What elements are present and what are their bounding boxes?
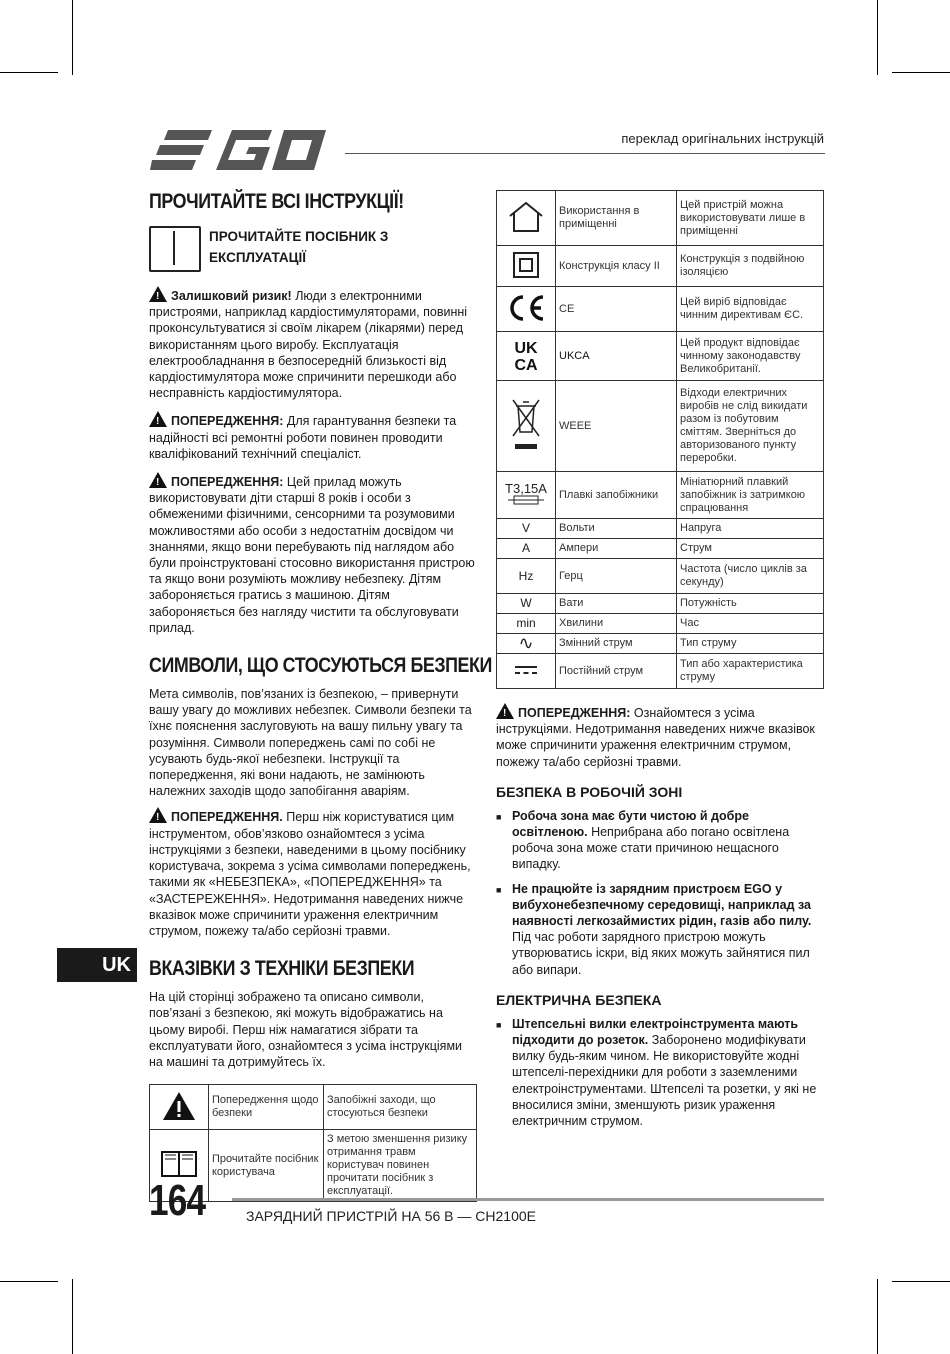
crop-mark	[892, 72, 950, 73]
dc-icon	[514, 664, 538, 676]
right-symbol-table	[496, 190, 824, 689]
page-number: 164	[149, 1176, 206, 1225]
language-tab: UK	[57, 948, 137, 982]
footer-rule	[232, 1198, 824, 1201]
list-item: ■ Штепсельні вилки електроінструмента мають підходити до розеток. Заборонено модифікувати вилку будь-яким чином. Не використовуйте жодні штепселі-перехідники для роботи з заземленими електроінструментами. Штепселі та розетки, у які не вносилися зміни, зменшують ризик ураження електричним струмом.	[496, 1016, 817, 1129]
symbol-cell	[150, 1085, 209, 1130]
fuse-rating: T3,15A	[505, 481, 547, 496]
table-cell: CE	[556, 287, 677, 332]
warning-icon	[149, 807, 167, 823]
crop-mark	[877, 0, 878, 75]
bullet-icon: ■	[496, 1019, 502, 1030]
table-cell: З метою зменшення ризику отримання травм користувач повинен прочитати посібник з експлуатації.	[324, 1130, 477, 1202]
table-row	[497, 191, 824, 246]
crop-mark	[877, 1279, 878, 1354]
children-warning: !ПОПЕРЕДЖЕННЯ: Цей прилад можуть використовувати діти старші 8 років і особи з обмеженими фізичними, сенсорними та розумовими можливостями або особи з недостатнім досвідом чи знаннями, якщо вони перебувають під наглядом або були проінструктовані стосовно використання пристрою та якщо вони розуміють можливу небезпеку. Дітям забороняється гратись з машиною. Дітям забороняється без нагляду чистити та обслуговувати прилад.	[149, 472, 477, 636]
svg-text:CA: CA	[514, 356, 538, 373]
book-icon	[149, 226, 201, 272]
heading-safety-symbols: СИМВОЛИ, ЩО СТОСУЮТЬСЯ БЕЗПЕКИ	[149, 654, 492, 678]
crop-mark	[892, 1281, 950, 1282]
table-cell: Цей продукт відповідає чинному законодавству Великобританії.	[677, 332, 824, 381]
crop-mark	[0, 72, 58, 73]
general-warning: !ПОПЕРЕДЖЕННЯ: Ознайомтеся з усіма інструкціями. Недотримання наведених нижче вказівок може спричинити ураження електричним струмом, пожежу та/або серйозні травми.	[496, 703, 824, 770]
warning-icon	[496, 703, 514, 719]
list-item: ■ Робоча зона має бути чистою й добре освітленою. Неприбрана або погано освітлена робоча зона може стати причиною нещасного випадку.	[496, 808, 790, 872]
symbol-cell	[497, 191, 556, 246]
table-cell: Цей виріб відповідає чинним директивам ЄС.	[677, 287, 824, 332]
table-row	[497, 559, 824, 594]
table-cell: Тип або характеристика струму	[677, 654, 824, 689]
table-cell: Напруга	[677, 519, 824, 539]
right-column	[496, 190, 824, 1129]
table-cell: Мініатюрний плавкий запобіжник із затримкою спрацювання	[677, 472, 824, 519]
heading-read-instructions: ПРОЧИТАЙТЕ ВСІ ІНСТРУКЦІЇ!	[149, 190, 404, 213]
table-cell: Відходи електричних виробів не слід викидати разом із побутовим сміттям. Зверніться до авторизованого пункту переробки.	[677, 381, 824, 472]
table-row	[497, 332, 824, 381]
warning-icon	[149, 286, 167, 302]
symbol-cell: Hz	[497, 559, 556, 594]
table-row	[497, 614, 824, 634]
table-cell: Час	[677, 614, 824, 634]
table-row	[497, 381, 824, 472]
house-icon	[507, 200, 545, 234]
read-manual-block	[149, 226, 477, 272]
ego-logo	[150, 128, 330, 172]
table-cell: Використання в приміщенні	[556, 191, 677, 246]
svg-text:UK: UK	[514, 339, 538, 357]
tech-intro: На цій сторінці зображено та описано символи, пов’язані з безпекою, які можуть відображатись на цьому виробі. Перш ніж намагатися зібрати та експлуатувати його, ознайомтеся з усіма інструкціями на машині та дотримуйтесь їх.	[149, 990, 463, 1069]
residual-risk-warning: !Залишковий ризик! Люди з електронними пристроями, наприклад кардіостимуляторами, повинні проконсультуватися зі своїм лікарем (лікарями) перед використанням цього виробу. Експлуатація електрообладнання в безпосередній близькості від кардіостимулятора може спричинити перешкоди або несправність кардіостимулятора.	[149, 286, 477, 401]
symbol-cell: W	[497, 594, 556, 614]
table-cell: Потужність	[677, 594, 824, 614]
table-row	[497, 634, 824, 654]
class-ii-icon	[512, 251, 540, 279]
ac-icon: ∿	[497, 634, 556, 654]
table-row	[497, 539, 824, 559]
table-row	[497, 287, 824, 332]
read-manual-label: ПРОЧИТАЙТЕ ПОСІБНИК З ЕКСПЛУАТАЦІЇ	[209, 229, 389, 265]
table-row	[497, 654, 824, 689]
bullet-icon: ■	[496, 884, 502, 895]
crop-mark	[0, 1281, 58, 1282]
weee-icon	[509, 394, 543, 456]
repair-warning: !ПОПЕРЕДЖЕННЯ: Для гарантування безпеки та надійності всі ремонтні роботи повинен проводити кваліфікований технічний спеціаліст.	[149, 411, 477, 462]
fuse-icon	[508, 495, 544, 505]
symbol-cell	[497, 654, 556, 689]
warning-icon	[149, 472, 167, 488]
heading-electrical: ЕЛЕКТРИЧНА БЕЗПЕКА	[496, 991, 662, 1008]
table-row	[497, 519, 824, 539]
header-subtitle: переклад оригінальних інструкцій	[621, 131, 824, 146]
symbol-cell	[497, 246, 556, 287]
table-cell: Попередження щодо безпеки	[209, 1085, 324, 1130]
table-row	[497, 472, 824, 519]
symbol-cell	[497, 472, 556, 519]
table-cell: Прочитайте посібник користувача	[209, 1130, 324, 1202]
heading-safety-tech: ВКАЗІВКИ З ТЕХНІКИ БЕЗПЕКИ	[149, 957, 415, 981]
table-cell: Постійний струм	[556, 654, 677, 689]
symbol-cell: min	[497, 614, 556, 634]
table-cell: Ампери	[556, 539, 677, 559]
footer-product: ЗАРЯДНИЙ ПРИСТРІЙ НА 56 В — CH2100E	[246, 1208, 537, 1224]
table-cell: Цей пристрій можна використовувати лише в приміщенні	[677, 191, 824, 246]
ce-icon	[505, 293, 547, 323]
table-row	[497, 594, 824, 614]
table-cell: Конструкція класу II	[556, 246, 677, 287]
symbols-warning: !ПОПЕРЕДЖЕННЯ. Перш ніж користуватися цим інструментом, обов’язково ознайомтеся з усіма інструкціями з безпеки, наведеними в цьому посібнику користувача, зокрема з усіма символами попереджень, такими як «НЕБЕЗПЕКА», «ПОПЕРЕДЖЕННЯ» та «ЗАСТЕРЕЖЕННЯ». Недотримання наведених нижче вказівок може спричинити ураження електричним струмом, пожежу та/або серйозні травми.	[149, 807, 477, 939]
table-cell: Частота (число циклів за секунду)	[677, 559, 824, 594]
table-row	[497, 246, 824, 287]
left-column	[149, 190, 492, 1202]
table-cell: Тип струму	[677, 634, 824, 654]
ukca-icon	[509, 337, 543, 373]
table-cell: Струм	[677, 539, 824, 559]
crop-mark	[72, 0, 73, 75]
symbol-cell	[497, 332, 556, 381]
symbols-intro: Мета символів, пов’язаних із безпекою, – привернути вашу увагу до можливих небезпек. Символи безпеки та їхнє пояснення заслуговують на вашу пильну увагу та розуміння. Символи попереджень самі по собі не усувають будь-якої небезпеки. Інструкції та попередження, які вони надають, не замінюють належних заходів щодо запобігання аваріям.	[149, 687, 472, 799]
symbol-cell: V	[497, 519, 556, 539]
warning-icon	[149, 411, 167, 427]
symbol-cell	[497, 287, 556, 332]
list-item: ■ Не працюйте із зарядним пристроєм EGO у вибухонебезпечному середовищі, наприклад за наявності легкозаймистих рідин, газів або пилу. Під час роботи зарядного пристрою можуть утворюватись іскри, від яких можуть зайнятися пил або випари.	[496, 881, 812, 977]
table-cell: WEEE	[556, 381, 677, 472]
table-cell: Плавкі запобіжники	[556, 472, 677, 519]
table-cell: UKCA	[556, 332, 677, 381]
warning-icon	[162, 1091, 196, 1121]
bullet-icon: ■	[496, 811, 502, 822]
heading-work-area: БЕЗПЕКА В РОБОЧІЙ ЗОНІ	[496, 783, 683, 800]
crop-mark	[72, 1279, 73, 1354]
table-cell: Конструкція з подвійною ізоляцією	[677, 246, 824, 287]
table-cell: Змінний струм	[556, 634, 677, 654]
table-cell: Герц	[556, 559, 677, 594]
table-cell: Вати	[556, 594, 677, 614]
table-cell: Хвилини	[556, 614, 677, 634]
table-cell: Вольти	[556, 519, 677, 539]
symbol-cell: A	[497, 539, 556, 559]
table-cell: Запобіжні заходи, що стосуються безпеки	[324, 1085, 477, 1130]
header-rule	[345, 153, 825, 154]
table-row	[150, 1085, 477, 1130]
symbol-cell	[497, 381, 556, 472]
